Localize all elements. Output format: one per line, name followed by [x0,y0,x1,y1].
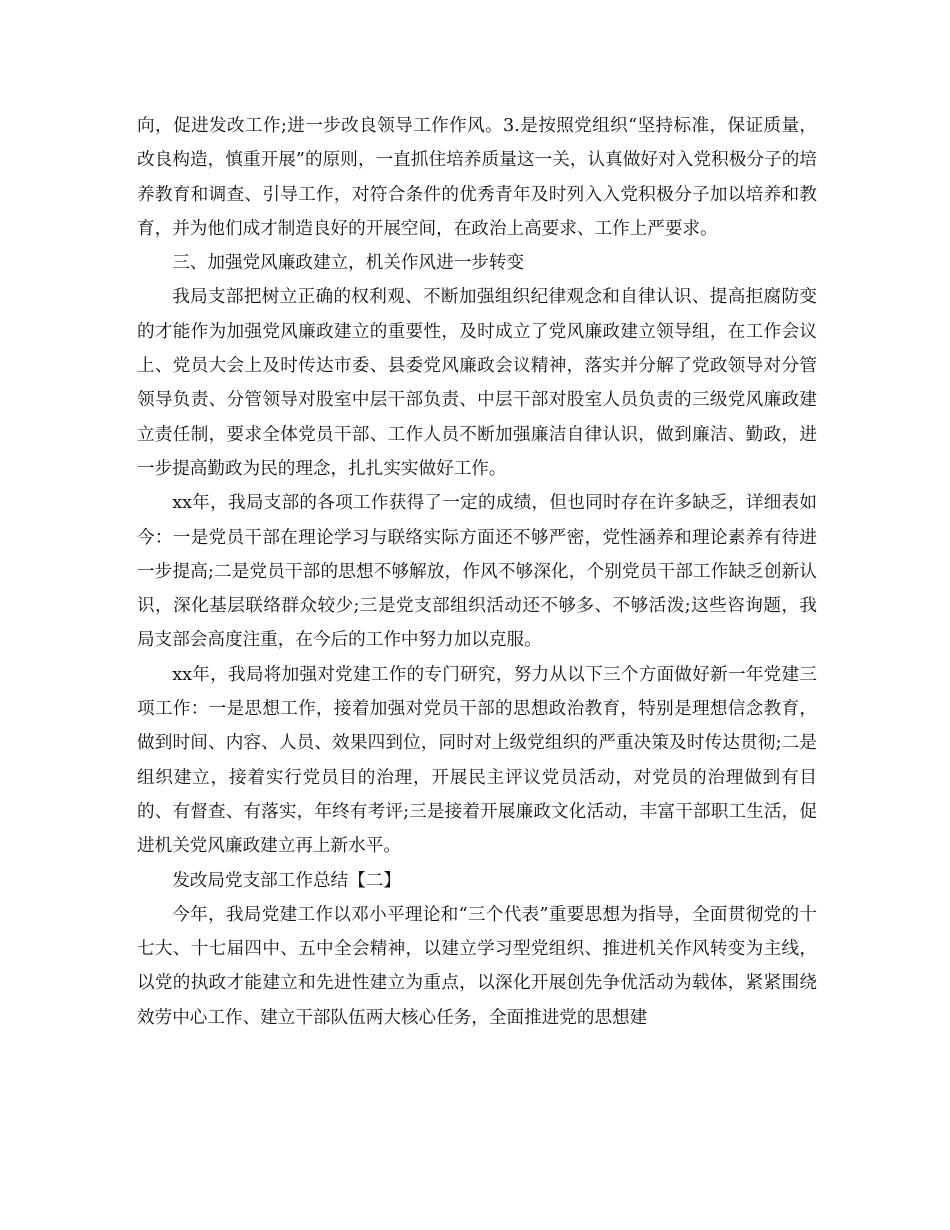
paragraph-shortcomings: xx年，我局支部的各项工作获得了一定的成绩，但也同时存在许多缺乏，详细表如今：一是党员干部在理论学习与联络实际方面还不够严密，党性涵养和理论素养有待进一步提高;二是党员干部的思想不够解放，作风不够深化，个别党员干部工作缺乏创新认识，深化基层联络群众较少;三是党支部组织活动还不够多、不够活泼;这些咨询题，我局支部会高度注重，在今后的工作中努力加以克服。 [137,493,817,651]
section-heading-three: 三、加强党风廉政建立，机关作风进一步转变 [172,253,525,274]
document-page [137,109,817,1035]
paragraph-anti-corruption: 我局支部把树立正确的权利观、不断加强组织纪律观念和自律认识、提高拒腐防变的才能作为加强党风廉政建立的重要性，及时成立了党风廉政建立领导组，在工作会议上、党员大会上及时传达市委、县委党风廉政会议精神，落实并分解了党政领导对分管领导负责、分管领导对股室中层干部负责、中层干部对股室人员负责的三级党风廉政建立责任制，要求全体党员干部、工作人员不断加强廉洁自律认识，做到廉洁、勤政，进一步提高勤政为民的理念，扎扎实实做好工作。 [137,287,817,479]
paragraph-plans: xx年，我局将加强对党建工作的专门研究，努力从以下三个方面做好新一年党建三项工作：一是思想工作，接着加强对党员干部的思想政治教育，特别是理想信念教育，做到时间、内容、人员、效果四到位，同时对上级党组织的严重决策及时传达贯彻;二是组织建立，接着实行党员目的治理，开展民主评议党员活动，对党员的治理做到有目的、有督查、有落实，年终有考评;三是接着开展廉政文化活动，丰富干部职工生活，促进机关党风廉政建立再上新水平。 [137,664,817,857]
section-title-two: 发改局党支部工作总结【二】 [172,870,401,891]
paragraph-continuation: 向，促进发改工作;进一步改良领导工作作风。3.是按照党组织“坚持标准，保证质量，改良构造，慎重开展”的原则，一直抓住培养质量这一关，认真做好对入党积极分子的培养教育和调查、引导工作，对符合条件的优秀青年及时列入入党积极分子加以培养和教育，并为他们成才制造良好的开展空间，在政治上高要求、工作上严要求。 [137,116,817,239]
paragraph-this-year: 今年，我局党建工作以邓小平理论和“三个代表”重要思想为指导，全面贯彻党的十七大、十七届四中、五中全会精神，以建立学习型党组织、推进机关作风转变为主线，以党的执政才能建立和先进性建立为重点，以深化开展创先争优活动为载体，紧紧围绕效劳中心工作、建立干部队伍两大核心任务，全面推进党的思想建 [137,904,817,1028]
